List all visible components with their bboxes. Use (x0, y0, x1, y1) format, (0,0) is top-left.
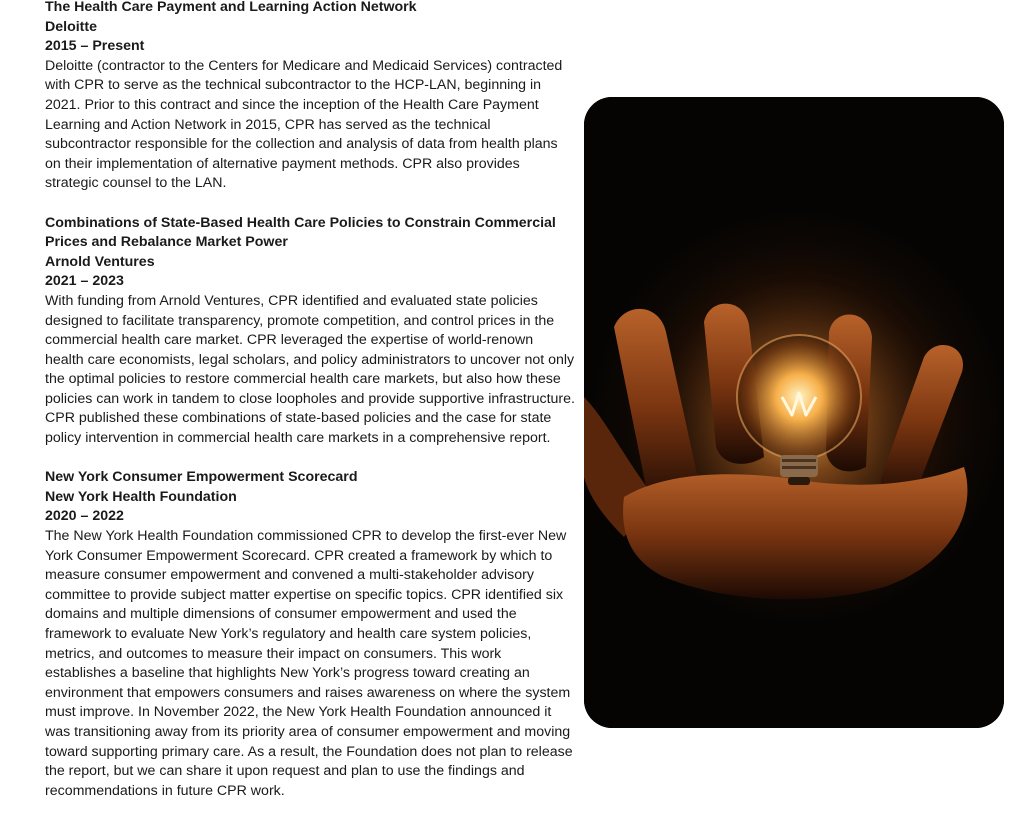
project-description: The New York Health Foundation commissioned CPR to develop the first-ever New York Consumer Empowerment Scorecard. CPR created a framework by which to measure consumer empowerment and convened a multi-stakeholder advisory committee to provide subject matter expertise on specific topics. CPR identified six domains and multiple dimensions of consumer empowerment and used the framework to evaluate New York’s regulatory and health care system policies, metrics, and outcomes to measure their impact on consumers. This work establishes a baseline that highlights New York’s progress toward creating an environment that empowers consumers and raises awareness on where the system must improve. In November 2022, the New York Health Foundation announced it was transitioning away from its priority area of consumer empowerment and moving toward supporting primary care. As a result, the Foundation does not plan to release the report, but we can share it upon request and plan to use the findings and recommendations in future CPR work. (45, 528, 573, 799)
project-ny-scorecard (45, 468, 575, 801)
project-client: New York Health Foundation (45, 488, 237, 505)
project-title: The Health Care Payment and Learning Action Network (45, 0, 417, 15)
project-state-policies (45, 214, 575, 449)
project-client: Deloitte (45, 18, 98, 35)
projects-column (45, 0, 575, 821)
project-dates: 2021 – 2023 (45, 273, 124, 290)
lightbulb-in-hand-photo (584, 97, 1004, 728)
project-description: Deloitte (contractor to the Centers for Medicare and Medicaid Services) contracted with CPR to serve as the technical subcontractor to the HCP-LAN, beginning in 2021. Prior to this contract and since the inception of the Health Care Payment Learning and Action Network in 2015, CPR has served as the technical subcontractor responsible for the collection and analysis of data from health plans on their implementation of alternative payment methods. CPR also provides strategic counsel to the LAN. (45, 57, 563, 192)
project-dates: 2015 – Present (45, 38, 145, 55)
project-client: Arnold Ventures (45, 253, 155, 270)
project-dates: 2020 – 2022 (45, 508, 124, 525)
project-title: Combinations of State-Based Health Care Policies to Constrain Commercial Prices and Rebalance Market Power (45, 214, 556, 251)
lightbulb-in-hand-icon (584, 97, 1004, 728)
project-title: New York Consumer Empowerment Scorecard (45, 469, 358, 486)
project-hcp-lan (45, 0, 575, 194)
project-description: With funding from Arnold Ventures, CPR identified and evaluated state policies designed to facilitate transparency, promote competition, and control prices in the commercial health care market. CPR leveraged the expertise of world-renown health care economists, legal scholars, and policy administrators to uncover not only the optimal policies to restore commercial health care markets, but also how these policies can work in tandem to close loopholes and provide supportive infrastructure. CPR published these combinations of state-based policies and the case for state policy intervention in commercial health care markets in a comprehensive report. (45, 292, 575, 447)
